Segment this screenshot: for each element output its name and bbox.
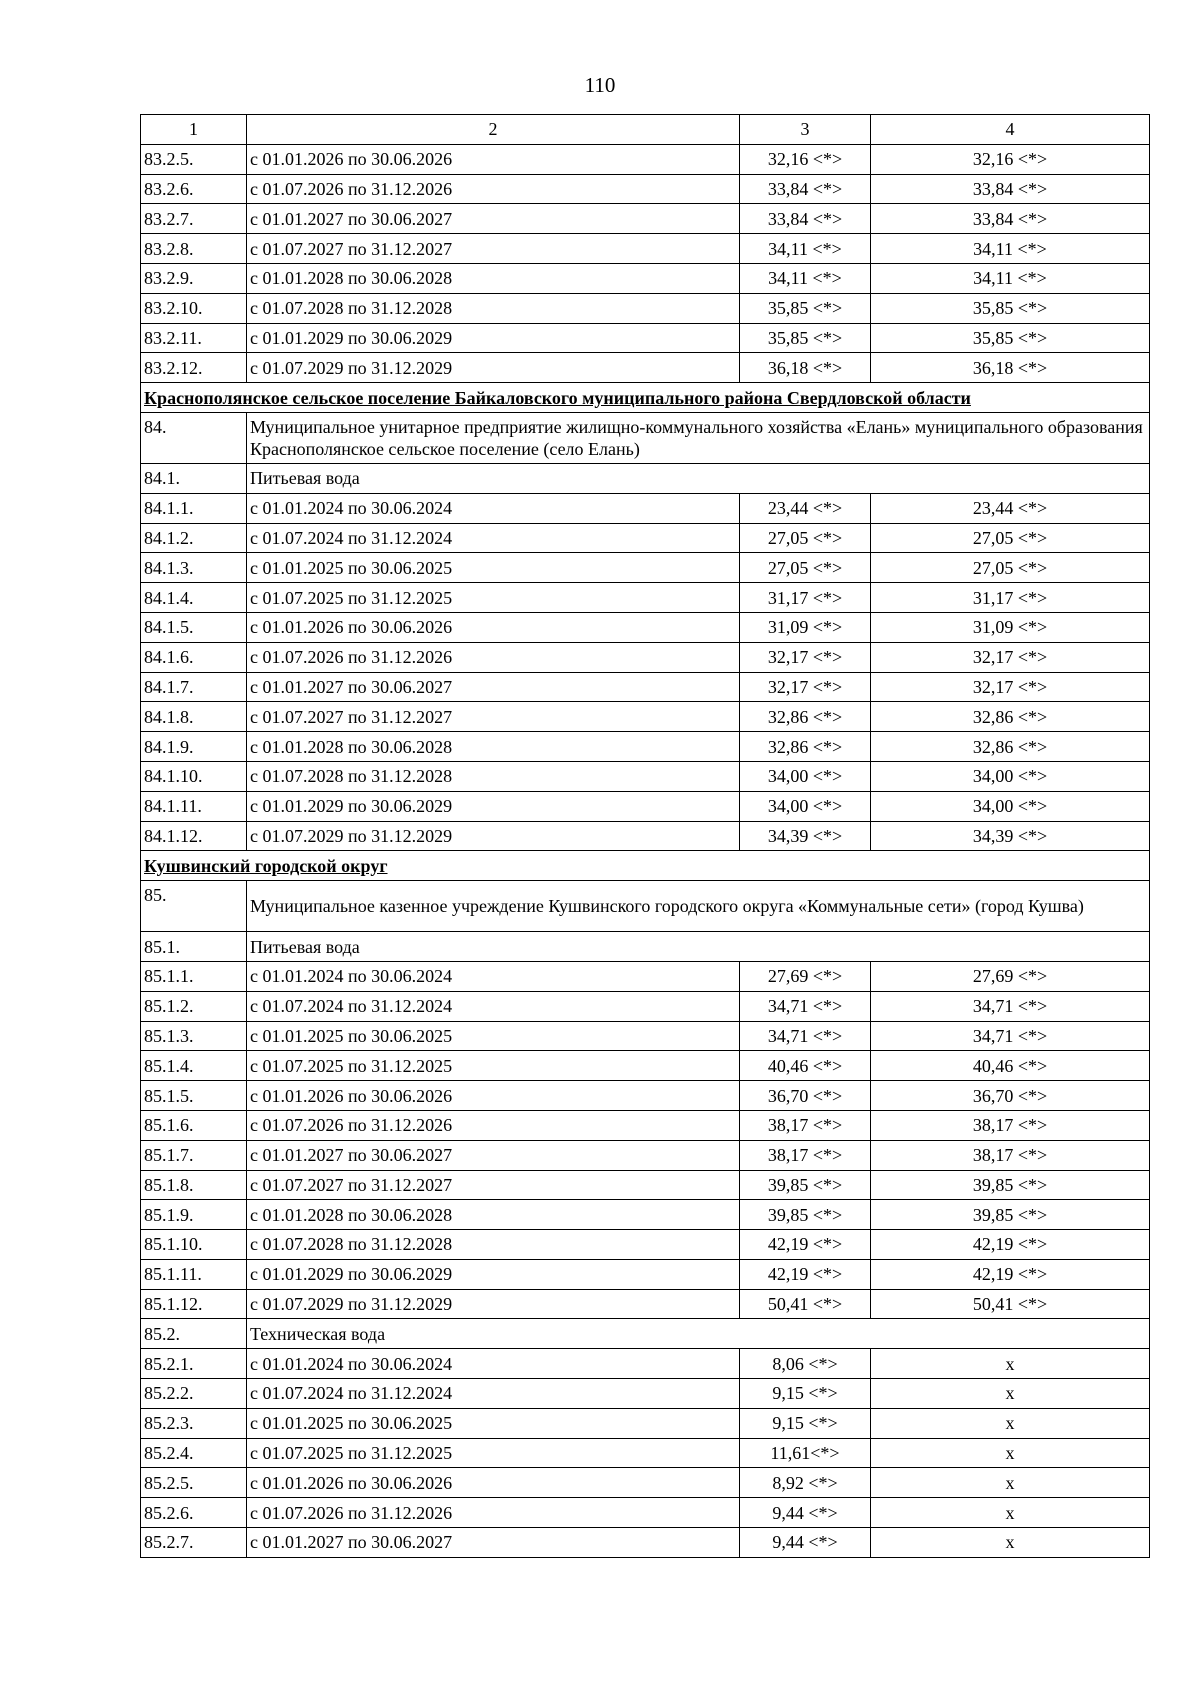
period-cell: с 01.07.2026 по 31.12.2026	[247, 642, 740, 672]
period-cell: с 01.01.2024 по 30.06.2024	[247, 493, 740, 523]
table-row	[141, 612, 1150, 642]
tariff-value-col3: 11,61<*>	[740, 1438, 871, 1468]
tariff-value-col4: 42,19 <*>	[871, 1230, 1150, 1260]
tariff-value-col3: 32,16 <*>	[740, 144, 871, 174]
tariff-value-col4: 36,70 <*>	[871, 1081, 1150, 1111]
row-number-cell: 84.1.6.	[141, 642, 247, 672]
row-number-cell: 83.2.7.	[141, 204, 247, 234]
period-cell: с 01.01.2029 по 30.06.2029	[247, 1259, 740, 1289]
tariff-value-col4: 34,11 <*>	[871, 234, 1150, 264]
table-row	[141, 1230, 1150, 1260]
page-number: 110	[584, 73, 616, 97]
row-number-cell: 84.1.12.	[141, 821, 247, 851]
row-number-cell: 84.1.8.	[141, 702, 247, 732]
row-number-cell: 84.1.1.	[141, 493, 247, 523]
table-row	[141, 1468, 1150, 1498]
period-cell: с 01.01.2027 по 30.06.2027	[247, 1140, 740, 1170]
tariff-value-col3: 34,00 <*>	[740, 791, 871, 821]
table-row	[141, 204, 1150, 234]
period-cell: с 01.07.2024 по 31.12.2024	[247, 523, 740, 553]
table-row	[141, 1051, 1150, 1081]
table-row	[141, 642, 1150, 672]
tariff-value-col3: 31,17 <*>	[740, 583, 871, 613]
tariff-value-col3: 34,11 <*>	[740, 234, 871, 264]
tariff-value-col3: 33,84 <*>	[740, 204, 871, 234]
table-row	[141, 991, 1150, 1021]
tariff-value-col3: 9,15 <*>	[740, 1379, 871, 1409]
row-number-cell: 85.2.1.	[141, 1349, 247, 1379]
tariff-value-col3: 36,18 <*>	[740, 353, 871, 383]
category-number-cell: 85.2.	[141, 1319, 247, 1349]
category-name: Питьевая вода	[247, 463, 1150, 493]
tariff-value-col3: 8,92 <*>	[740, 1468, 871, 1498]
tariff-value-col4: 35,85 <*>	[871, 293, 1150, 323]
tariff-value-col3: 23,44 <*>	[740, 493, 871, 523]
table-row	[141, 293, 1150, 323]
table-row	[141, 672, 1150, 702]
tariff-value-col4: 27,05 <*>	[871, 523, 1150, 553]
category-row	[141, 463, 1150, 493]
tariff-value-col3: 9,44 <*>	[740, 1528, 871, 1558]
row-number-cell: 85.1.12.	[141, 1289, 247, 1319]
tariff-value-col4: х	[871, 1438, 1150, 1468]
row-number-cell: 85.2.6.	[141, 1498, 247, 1528]
tariff-value-col3: 34,00 <*>	[740, 761, 871, 791]
period-cell: с 01.01.2028 по 30.06.2028	[247, 263, 740, 293]
tariff-value-col4: 34,00 <*>	[871, 761, 1150, 791]
tariff-table	[140, 114, 1150, 1558]
tariff-value-col4: 27,69 <*>	[871, 961, 1150, 991]
tariff-value-col4: 36,18 <*>	[871, 353, 1150, 383]
period-cell: с 01.01.2026 по 30.06.2026	[247, 1468, 740, 1498]
organization-name: Муниципальное казенное учреждение Кушвинского городского округа «Коммунальные сети» (город Кушва)	[247, 881, 1150, 932]
table-row	[141, 523, 1150, 553]
tariff-value-col4: 32,17 <*>	[871, 642, 1150, 672]
tariff-value-col4: 34,39 <*>	[871, 821, 1150, 851]
table-row	[141, 1498, 1150, 1528]
table-row	[141, 1081, 1150, 1111]
category-number-cell: 85.1.	[141, 932, 247, 962]
tariff-value-col4: 32,16 <*>	[871, 144, 1150, 174]
row-number-cell: 83.2.5.	[141, 144, 247, 174]
tariff-value-col3: 35,85 <*>	[740, 323, 871, 353]
tariff-value-col4: 38,17 <*>	[871, 1110, 1150, 1140]
tariff-value-col4: 38,17 <*>	[871, 1140, 1150, 1170]
table-row	[141, 1200, 1150, 1230]
period-cell: с 01.01.2025 по 30.06.2025	[247, 1408, 740, 1438]
tariff-value-col4: х	[871, 1408, 1150, 1438]
tariff-value-col4: х	[871, 1528, 1150, 1558]
table-row	[141, 1170, 1150, 1200]
row-number-cell: 83.2.10.	[141, 293, 247, 323]
tariff-value-col3: 27,69 <*>	[740, 961, 871, 991]
category-name: Техническая вода	[247, 1319, 1150, 1349]
row-number-cell: 85.2.5.	[141, 1468, 247, 1498]
section-heading-row	[141, 383, 1150, 413]
tariff-value-col4: х	[871, 1349, 1150, 1379]
row-number-cell: 83.2.6.	[141, 174, 247, 204]
tariff-value-col4: 34,00 <*>	[871, 791, 1150, 821]
table-row	[141, 1528, 1150, 1558]
period-cell: с 01.01.2027 по 30.06.2027	[247, 1528, 740, 1558]
table-row	[141, 821, 1150, 851]
organization-row	[141, 881, 1150, 932]
tariff-value-col4: 31,17 <*>	[871, 583, 1150, 613]
table-row	[141, 553, 1150, 583]
row-number-cell: 84.1.9.	[141, 732, 247, 762]
tariff-value-col3: 8,06 <*>	[740, 1349, 871, 1379]
row-number-cell: 84.1.10.	[141, 761, 247, 791]
period-cell: с 01.07.2025 по 31.12.2025	[247, 1051, 740, 1081]
tariff-value-col4: 32,17 <*>	[871, 672, 1150, 702]
period-cell: с 01.07.2027 по 31.12.2027	[247, 702, 740, 732]
table-row	[141, 1110, 1150, 1140]
row-number-cell: 85.1.3.	[141, 1021, 247, 1051]
tariff-value-col3: 32,17 <*>	[740, 672, 871, 702]
tariff-value-col3: 39,85 <*>	[740, 1200, 871, 1230]
period-cell: с 01.01.2028 по 30.06.2028	[247, 732, 740, 762]
period-cell: с 01.07.2025 по 31.12.2025	[247, 1438, 740, 1468]
tariff-value-col3: 31,09 <*>	[740, 612, 871, 642]
header-cell-4: 4	[871, 115, 1150, 145]
category-number-cell: 84.1.	[141, 463, 247, 493]
row-number-cell: 84.1.7.	[141, 672, 247, 702]
row-number-cell: 84.1.4.	[141, 583, 247, 613]
tariff-value-col3: 50,41 <*>	[740, 1289, 871, 1319]
period-cell: с 01.01.2024 по 30.06.2024	[247, 1349, 740, 1379]
tariff-value-col4: 23,44 <*>	[871, 493, 1150, 523]
row-number-cell: 84.1.3.	[141, 553, 247, 583]
period-cell: с 01.07.2024 по 31.12.2024	[247, 1379, 740, 1409]
row-number-cell: 85.2.2.	[141, 1379, 247, 1409]
row-number-cell: 83.2.12.	[141, 353, 247, 383]
table-row	[141, 1379, 1150, 1409]
tariff-value-col3: 32,86 <*>	[740, 732, 871, 762]
tariff-value-col3: 39,85 <*>	[740, 1170, 871, 1200]
tariff-value-col4: 34,11 <*>	[871, 263, 1150, 293]
period-cell: с 01.07.2026 по 31.12.2026	[247, 1498, 740, 1528]
row-number-cell: 85.1.8.	[141, 1170, 247, 1200]
tariff-value-col3: 32,86 <*>	[740, 702, 871, 732]
row-number-cell: 85.1.10.	[141, 1230, 247, 1260]
row-number-cell: 85.2.3.	[141, 1408, 247, 1438]
period-cell: с 01.07.2027 по 31.12.2027	[247, 1170, 740, 1200]
tariff-value-col4: 34,71 <*>	[871, 991, 1150, 1021]
period-cell: с 01.01.2026 по 30.06.2026	[247, 144, 740, 174]
tariff-value-col3: 40,46 <*>	[740, 1051, 871, 1081]
period-cell: с 01.01.2029 по 30.06.2029	[247, 323, 740, 353]
tariff-value-col3: 34,11 <*>	[740, 263, 871, 293]
period-cell: с 01.07.2029 по 31.12.2029	[247, 1289, 740, 1319]
period-cell: с 01.07.2026 по 31.12.2026	[247, 1110, 740, 1140]
period-cell: с 01.01.2027 по 30.06.2027	[247, 204, 740, 234]
table-header-row	[141, 115, 1150, 145]
section-heading: Кушвинский городской округ	[141, 851, 1150, 881]
organization-name: Муниципальное унитарное предприятие жилищно-коммунального хозяйства «Елань» муниципального образования Краснополянское сельское поселение (село Елань)	[247, 412, 1150, 463]
tariff-value-col4: 32,86 <*>	[871, 732, 1150, 762]
row-number-cell: 85.2.7.	[141, 1528, 247, 1558]
tariff-value-col4: 40,46 <*>	[871, 1051, 1150, 1081]
tariff-value-col3: 34,39 <*>	[740, 821, 871, 851]
tariff-value-col3: 9,44 <*>	[740, 1498, 871, 1528]
row-number-cell: 85.1.4.	[141, 1051, 247, 1081]
tariff-value-col4: 31,09 <*>	[871, 612, 1150, 642]
period-cell: с 01.07.2026 по 31.12.2026	[247, 174, 740, 204]
period-cell: с 01.01.2025 по 30.06.2025	[247, 553, 740, 583]
table-row	[141, 234, 1150, 264]
period-cell: с 01.01.2026 по 30.06.2026	[247, 1081, 740, 1111]
tariff-value-col3: 38,17 <*>	[740, 1110, 871, 1140]
table-row	[141, 1349, 1150, 1379]
period-cell: с 01.01.2028 по 30.06.2028	[247, 1200, 740, 1230]
period-cell: с 01.01.2029 по 30.06.2029	[247, 791, 740, 821]
period-cell: с 01.01.2027 по 30.06.2027	[247, 672, 740, 702]
organization-number-cell: 85.	[141, 881, 247, 932]
period-cell: с 01.07.2025 по 31.12.2025	[247, 583, 740, 613]
period-cell: с 01.07.2027 по 31.12.2027	[247, 234, 740, 264]
table-row	[141, 791, 1150, 821]
row-number-cell: 83.2.8.	[141, 234, 247, 264]
category-row	[141, 1319, 1150, 1349]
period-cell: с 01.01.2025 по 30.06.2025	[247, 1021, 740, 1051]
table-row	[141, 702, 1150, 732]
section-heading-row	[141, 851, 1150, 881]
table-row	[141, 323, 1150, 353]
header-cell-1: 1	[141, 115, 247, 145]
tariff-value-col3: 42,19 <*>	[740, 1230, 871, 1260]
row-number-cell: 84.1.2.	[141, 523, 247, 553]
row-number-cell: 85.1.5.	[141, 1081, 247, 1111]
period-cell: с 01.07.2028 по 31.12.2028	[247, 1230, 740, 1260]
tariff-value-col3: 36,70 <*>	[740, 1081, 871, 1111]
tariff-value-col4: х	[871, 1468, 1150, 1498]
row-number-cell: 83.2.11.	[141, 323, 247, 353]
tariff-value-col3: 9,15 <*>	[740, 1408, 871, 1438]
table-row	[141, 1289, 1150, 1319]
tariff-value-col3: 34,71 <*>	[740, 1021, 871, 1051]
row-number-cell: 85.1.9.	[141, 1200, 247, 1230]
tariff-table-body	[141, 115, 1150, 1558]
tariff-value-col4: 34,71 <*>	[871, 1021, 1150, 1051]
tariff-value-col4: 27,05 <*>	[871, 553, 1150, 583]
period-cell: с 01.07.2028 по 31.12.2028	[247, 761, 740, 791]
organization-row	[141, 412, 1150, 463]
period-cell: с 01.01.2024 по 30.06.2024	[247, 961, 740, 991]
table-row	[141, 1438, 1150, 1468]
row-number-cell: 84.1.5.	[141, 612, 247, 642]
table-row	[141, 1408, 1150, 1438]
header-cell-2: 2	[247, 115, 740, 145]
table-row	[141, 1021, 1150, 1051]
row-number-cell: 84.1.11.	[141, 791, 247, 821]
table-row	[141, 1140, 1150, 1170]
table-row	[141, 174, 1150, 204]
tariff-value-col4: 32,86 <*>	[871, 702, 1150, 732]
period-cell: с 01.07.2029 по 31.12.2029	[247, 821, 740, 851]
table-row	[141, 583, 1150, 613]
row-number-cell: 85.1.6.	[141, 1110, 247, 1140]
table-row	[141, 761, 1150, 791]
table-row	[141, 144, 1150, 174]
table-row	[141, 263, 1150, 293]
row-number-cell: 85.2.4.	[141, 1438, 247, 1468]
table-row	[141, 353, 1150, 383]
row-number-cell: 85.1.1.	[141, 961, 247, 991]
row-number-cell: 85.1.11.	[141, 1259, 247, 1289]
tariff-value-col4: 33,84 <*>	[871, 204, 1150, 234]
tariff-value-col3: 38,17 <*>	[740, 1140, 871, 1170]
tariff-value-col4: 35,85 <*>	[871, 323, 1150, 353]
tariff-value-col3: 35,85 <*>	[740, 293, 871, 323]
header-cell-3: 3	[740, 115, 871, 145]
section-heading: Краснополянское сельское поселение Байкаловского муниципального района Свердловской области	[141, 383, 1150, 413]
table-row	[141, 961, 1150, 991]
tariff-value-col3: 34,71 <*>	[740, 991, 871, 1021]
category-name: Питьевая вода	[247, 932, 1150, 962]
row-number-cell: 85.1.7.	[141, 1140, 247, 1170]
organization-number-cell: 84.	[141, 412, 247, 463]
period-cell: с 01.07.2029 по 31.12.2029	[247, 353, 740, 383]
row-number-cell: 85.1.2.	[141, 991, 247, 1021]
category-row	[141, 932, 1150, 962]
table-row	[141, 732, 1150, 762]
period-cell: с 01.07.2024 по 31.12.2024	[247, 991, 740, 1021]
tariff-value-col3: 32,17 <*>	[740, 642, 871, 672]
period-cell: с 01.01.2026 по 30.06.2026	[247, 612, 740, 642]
tariff-value-col4: 42,19 <*>	[871, 1259, 1150, 1289]
row-number-cell: 83.2.9.	[141, 263, 247, 293]
tariff-value-col4: 33,84 <*>	[871, 174, 1150, 204]
tariff-value-col3: 27,05 <*>	[740, 523, 871, 553]
period-cell: с 01.07.2028 по 31.12.2028	[247, 293, 740, 323]
tariff-value-col3: 42,19 <*>	[740, 1259, 871, 1289]
tariff-value-col3: 33,84 <*>	[740, 174, 871, 204]
tariff-value-col4: 50,41 <*>	[871, 1289, 1150, 1319]
tariff-value-col4: 39,85 <*>	[871, 1200, 1150, 1230]
tariff-value-col4: 39,85 <*>	[871, 1170, 1150, 1200]
tariff-value-col3: 27,05 <*>	[740, 553, 871, 583]
tariff-value-col4: х	[871, 1498, 1150, 1528]
table-row	[141, 493, 1150, 523]
table-row	[141, 1259, 1150, 1289]
tariff-value-col4: х	[871, 1379, 1150, 1409]
